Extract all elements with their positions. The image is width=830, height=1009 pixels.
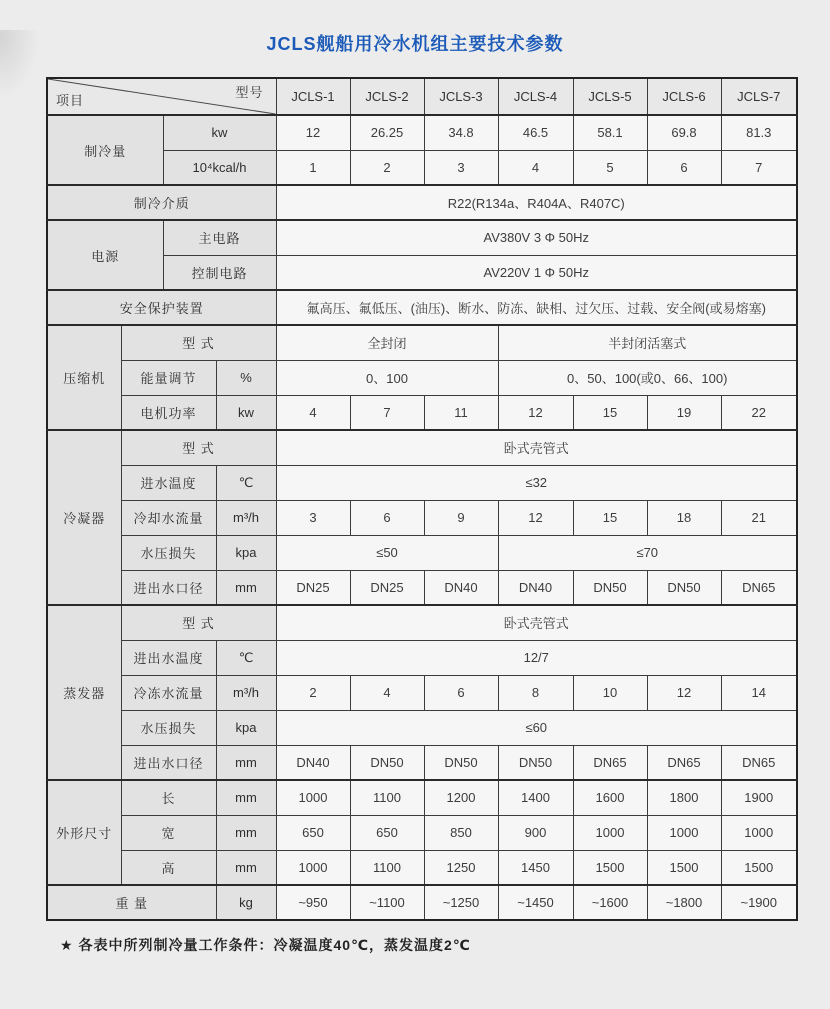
- row-label-cell: 水压损失: [121, 535, 216, 570]
- value-cell: 21: [721, 500, 797, 535]
- value-cell: 1450: [498, 850, 573, 885]
- row-label-cell: 外形尺寸: [47, 780, 121, 885]
- value-cell: DN40: [276, 745, 350, 780]
- value-cell: DN40: [498, 570, 573, 605]
- value-cell: ~1900: [721, 885, 797, 920]
- value-cell: DN50: [498, 745, 573, 780]
- value-cell: AV220V 1 Φ 50Hz: [276, 255, 797, 290]
- value-cell: 1000: [573, 815, 647, 850]
- row-label-cell: 进出水温度: [121, 640, 216, 675]
- table-row: [47, 780, 797, 815]
- row-label-cell: 长: [121, 780, 216, 815]
- value-cell: 1800: [647, 780, 721, 815]
- value-cell: ~1100: [350, 885, 424, 920]
- value-cell: 1000: [276, 780, 350, 815]
- table-row: [47, 640, 797, 675]
- row-label-cell: 蒸发器: [47, 605, 121, 780]
- table-row: [47, 675, 797, 710]
- table-row: [47, 430, 797, 465]
- corner-label-item: 项目: [56, 93, 85, 108]
- value-cell: 1000: [721, 815, 797, 850]
- value-cell: 6: [424, 675, 498, 710]
- table-row: [47, 185, 797, 220]
- row-label-cell: 制冷量: [47, 115, 163, 185]
- value-cell: DN65: [721, 745, 797, 780]
- page-title: JCLS舰船用冷水机组主要技术参数: [266, 34, 564, 54]
- value-cell: 1100: [350, 780, 424, 815]
- value-cell: 7: [721, 150, 797, 185]
- value-cell: DN25: [276, 570, 350, 605]
- value-cell: DN65: [721, 570, 797, 605]
- model-header: JCLS-4: [498, 78, 573, 115]
- table-body: [47, 115, 797, 920]
- table-row: [47, 710, 797, 745]
- value-cell: 1500: [647, 850, 721, 885]
- value-cell: 1100: [350, 850, 424, 885]
- value-cell: 全封闭: [276, 325, 498, 360]
- table-row: [47, 605, 797, 640]
- value-cell: DN65: [573, 745, 647, 780]
- row-label-cell: 进水温度: [121, 465, 216, 500]
- value-cell: 2: [276, 675, 350, 710]
- value-cell: 6: [647, 150, 721, 185]
- value-cell: 12: [647, 675, 721, 710]
- value-cell: ≤70: [498, 535, 797, 570]
- value-cell: 1600: [573, 780, 647, 815]
- unit-cell: mm: [216, 745, 276, 780]
- value-cell: 1900: [721, 780, 797, 815]
- table-row: [47, 220, 797, 255]
- row-label-cell: 型 式: [121, 605, 276, 640]
- value-cell: 1250: [424, 850, 498, 885]
- unit-cell: mm: [216, 780, 276, 815]
- row-label-cell: 型 式: [121, 430, 276, 465]
- unit-cell: m³/h: [216, 500, 276, 535]
- row-label-cell: 宽: [121, 815, 216, 850]
- value-cell: 15: [573, 500, 647, 535]
- value-cell: 900: [498, 815, 573, 850]
- table-row: [47, 115, 797, 150]
- unit-cell: kw: [163, 115, 276, 150]
- corner-cell: [47, 78, 276, 115]
- value-cell: 46.5: [498, 115, 573, 150]
- unit-cell: mm: [216, 570, 276, 605]
- value-cell: 4: [276, 395, 350, 430]
- row-label-cell: 型 式: [121, 325, 276, 360]
- value-cell: 12: [498, 395, 573, 430]
- value-cell: 18: [647, 500, 721, 535]
- value-cell: DN50: [424, 745, 498, 780]
- value-cell: 0、100: [276, 360, 498, 395]
- value-cell: 9: [424, 500, 498, 535]
- value-cell: 12: [276, 115, 350, 150]
- value-cell: 8: [498, 675, 573, 710]
- unit-cell: mm: [216, 850, 276, 885]
- unit-cell: ℃: [216, 640, 276, 675]
- row-label-cell: 电源: [47, 220, 163, 290]
- value-cell: 11: [424, 395, 498, 430]
- value-cell: DN40: [424, 570, 498, 605]
- value-cell: 5: [573, 150, 647, 185]
- value-cell: 22: [721, 395, 797, 430]
- footnote: ★ 各表中所列制冷量工作条件：冷凝温度40℃，蒸发温度2℃: [60, 937, 471, 953]
- row-label-cell: 冷却水流量: [121, 500, 216, 535]
- value-cell: DN50: [350, 745, 424, 780]
- value-cell: 3: [276, 500, 350, 535]
- value-cell: 1200: [424, 780, 498, 815]
- row-label-cell: 冷冻水流量: [121, 675, 216, 710]
- value-cell: 卧式壳管式: [276, 430, 797, 465]
- model-header: JCLS-3: [424, 78, 498, 115]
- row-label-cell: 进出水口径: [121, 745, 216, 780]
- model-header: JCLS-7: [721, 78, 797, 115]
- value-cell: 14: [721, 675, 797, 710]
- value-cell: 4: [498, 150, 573, 185]
- unit-cell: kw: [216, 395, 276, 430]
- row-label-cell: 控制电路: [163, 255, 276, 290]
- value-cell: 1000: [647, 815, 721, 850]
- table-row: [47, 850, 797, 885]
- row-label-cell: 高: [121, 850, 216, 885]
- value-cell: 12: [498, 500, 573, 535]
- table-row: [47, 745, 797, 780]
- table-row: [47, 570, 797, 605]
- value-cell: 1: [276, 150, 350, 185]
- value-cell: 15: [573, 395, 647, 430]
- corner-label-model: 型号: [235, 85, 264, 100]
- value-cell: 34.8: [424, 115, 498, 150]
- table-row: [47, 500, 797, 535]
- value-cell: 6: [350, 500, 424, 535]
- value-cell: ~1800: [647, 885, 721, 920]
- row-label-cell: 制冷介质: [47, 185, 276, 220]
- value-cell: 卧式壳管式: [276, 605, 797, 640]
- table-row: [47, 290, 797, 325]
- value-cell: DN25: [350, 570, 424, 605]
- table-row: [47, 465, 797, 500]
- value-cell: 2: [350, 150, 424, 185]
- value-cell: ~1250: [424, 885, 498, 920]
- spec-table: [46, 77, 798, 921]
- table-row: [47, 325, 797, 360]
- row-label-cell: 电机功率: [121, 395, 216, 430]
- row-label-cell: 主电路: [163, 220, 276, 255]
- value-cell: ~1600: [573, 885, 647, 920]
- value-cell: 10: [573, 675, 647, 710]
- value-cell: ≤60: [276, 710, 797, 745]
- value-cell: 69.8: [647, 115, 721, 150]
- value-cell: 4: [350, 675, 424, 710]
- row-label-cell: 压缩机: [47, 325, 121, 430]
- value-cell: 半封闭活塞式: [498, 325, 797, 360]
- unit-cell: kpa: [216, 710, 276, 745]
- row-label-cell: 能量调节: [121, 360, 216, 395]
- value-cell: 81.3: [721, 115, 797, 150]
- unit-cell: %: [216, 360, 276, 395]
- page: [0, 30, 830, 955]
- value-cell: 26.25: [350, 115, 424, 150]
- unit-cell: mm: [216, 815, 276, 850]
- model-header: JCLS-2: [350, 78, 424, 115]
- value-cell: 7: [350, 395, 424, 430]
- model-header: JCLS-5: [573, 78, 647, 115]
- table-row: [47, 395, 797, 430]
- table-row: [47, 535, 797, 570]
- value-cell: 650: [276, 815, 350, 850]
- unit-cell: kg: [216, 885, 276, 920]
- model-header: JCLS-6: [647, 78, 721, 115]
- value-cell: 3: [424, 150, 498, 185]
- value-cell: ~950: [276, 885, 350, 920]
- value-cell: 650: [350, 815, 424, 850]
- row-label-cell: 重 量: [47, 885, 216, 920]
- value-cell: ≤50: [276, 535, 498, 570]
- table-header-row: [47, 78, 797, 115]
- model-header: JCLS-1: [276, 78, 350, 115]
- value-cell: DN65: [647, 745, 721, 780]
- row-label-cell: 水压损失: [121, 710, 216, 745]
- table-row: [47, 885, 797, 920]
- unit-cell: 10⁴kcal/h: [163, 150, 276, 185]
- row-label-cell: 进出水口径: [121, 570, 216, 605]
- unit-cell: ℃: [216, 465, 276, 500]
- unit-cell: m³/h: [216, 675, 276, 710]
- value-cell: 58.1: [573, 115, 647, 150]
- row-label-cell: 安全保护装置: [47, 290, 276, 325]
- value-cell: 12/7: [276, 640, 797, 675]
- value-cell: 19: [647, 395, 721, 430]
- value-cell: 0、50、100(或0、66、100): [498, 360, 797, 395]
- table-row: [47, 815, 797, 850]
- value-cell: DN50: [647, 570, 721, 605]
- value-cell: DN50: [573, 570, 647, 605]
- row-label-cell: 冷凝器: [47, 430, 121, 605]
- value-cell: 氟高压、氟低压、(油压)、断水、防冻、缺相、过欠压、过载、安全阀(或易熔塞): [276, 290, 797, 325]
- value-cell: 1500: [721, 850, 797, 885]
- value-cell: ≤32: [276, 465, 797, 500]
- table-row: [47, 360, 797, 395]
- value-cell: AV380V 3 Φ 50Hz: [276, 220, 797, 255]
- value-cell: 1000: [276, 850, 350, 885]
- unit-cell: kpa: [216, 535, 276, 570]
- value-cell: 1400: [498, 780, 573, 815]
- value-cell: R22(R134a、R404A、R407C): [276, 185, 797, 220]
- value-cell: 1500: [573, 850, 647, 885]
- value-cell: ~1450: [498, 885, 573, 920]
- value-cell: 850: [424, 815, 498, 850]
